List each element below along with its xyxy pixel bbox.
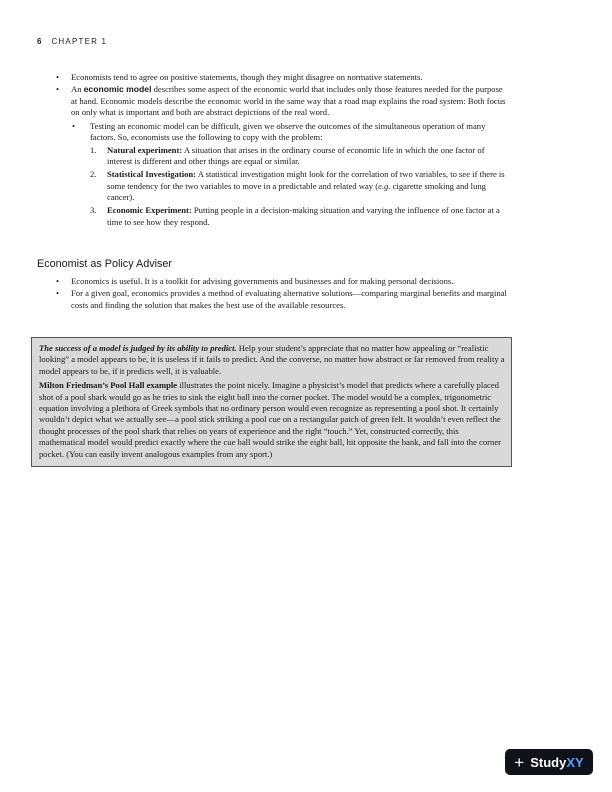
item-text-post: cigarette smoking and lung cancer). — [107, 180, 486, 202]
numbered-item — [90, 205, 508, 228]
bullet-text: Economics is useful. It is a toolkit for advising governments and businesses and for making personal decisions. — [71, 276, 454, 286]
bullet-text: For a given goal, economics provides a method of evaluating alternative solutions—comparing marginal benefits and marginal costs and finding the solution that makes the best use of the available resources. — [71, 288, 507, 310]
bullet-list-top — [56, 72, 508, 230]
list-item — [71, 121, 508, 228]
economic-model-term: economic model — [83, 84, 152, 95]
numbered-list — [90, 145, 508, 228]
item-text: A situation that arises in the ordinary course of economic life in which the one factor of interest is different and other things are equal or similar. — [107, 144, 485, 167]
list-item — [56, 288, 508, 311]
item-term: Statistical Investigation: — [107, 169, 197, 180]
page-header — [37, 37, 107, 46]
numbered-item — [90, 169, 508, 203]
teaching-note-box — [31, 337, 512, 467]
numbered-item — [90, 145, 508, 168]
studyxy-badge[interactable] — [505, 749, 593, 775]
note-paragraph — [39, 380, 505, 460]
bullet-text-pre: An — [71, 84, 84, 95]
plus-icon: + — [514, 752, 525, 772]
brand-study: Study — [530, 754, 567, 770]
item-term: Economic Experiment: — [107, 205, 192, 216]
item-number: 3. — [90, 205, 97, 216]
item-number: 2. — [90, 169, 97, 180]
bullet-text-post: describes some aspect of the economic world that includes only those features needed for the purpose at hand. Economic models describe the economic world in the same way that a road map explains the road system: Both focus on only what is important and both are abstract depictions of the real word. — [71, 84, 506, 117]
note-text: illustrates the point nicely. Imagine a physicist’s model that predicts where a carefully placed shot of a pool shark would go as he tries to sink the eight ball into the corner pocket. The model would be a complex, trigonometric equation involving a plethora of Greek symbols that no ordinary person would even recognize as representing a pool shot. It certainly wouldn’t depict what we actually see—a pool stick striking a pool cue on a rectangular patch of green felt. It wouldn’t even reflect the thought processes of the pool shark that relies on years of experience and the right “touch.” Yet, constructed correctly, this mathematical model would predict exactly where the cue ball would strike the eight ball, hit opposite the bank, and fall into the corner pocket. (You can easily invent analogous examples from any sport.) — [39, 380, 502, 459]
section-heading: Economist as Policy Adviser — [37, 258, 173, 270]
note-paragraph — [39, 343, 505, 377]
bullet-icon: • — [72, 121, 76, 132]
brand-xy: XY — [566, 754, 584, 770]
bullet-icon: • — [56, 276, 60, 286]
bullet-icon: • — [56, 72, 60, 82]
list-item — [56, 72, 508, 83]
item-term: Natural experiment: — [107, 144, 183, 155]
note-lead: The success of a model is judged by its ability to predict. — [39, 343, 237, 353]
bullet-icon: • — [56, 288, 60, 299]
bullet-icon: • — [56, 84, 60, 95]
item-text: Putting people in a decision-making situation and varying the influence of one factor at a time to see how they respond. — [107, 205, 500, 227]
note-lead: Milton Friedman’s Pool Hall example — [39, 380, 178, 391]
list-item — [56, 84, 508, 228]
page-number: 6 — [37, 37, 42, 46]
note-text: Help your student’s appreciate that no matter how appealing or “realistic looking” a model appears to be, it is useless if it fails to predict. And the converse, no matter how abstract or far removed from reality a model appears to be, if it predicts well, it is valuable. — [39, 343, 505, 376]
item-number: 1. — [90, 144, 97, 155]
sub-bullet-text: Testing an economic model can be difficult, given we observe the outcomes of the simultaneous operation of many factors. So, economists use the following to copy with the problem: — [90, 121, 486, 143]
list-item — [56, 276, 508, 287]
item-text: A statistical investigation might look for the correlation of two variables, to see if there is some tendency for the two variables to move in a predictable and related way ( — [107, 169, 505, 191]
bullet-text: Economists tend to agree on positive statements, though they might disagree on normative statements. — [71, 72, 423, 82]
bullet-list-section — [56, 276, 508, 312]
chapter-label: CHAPTER 1 — [51, 37, 108, 46]
item-text-eg: e.g. — [378, 180, 391, 191]
